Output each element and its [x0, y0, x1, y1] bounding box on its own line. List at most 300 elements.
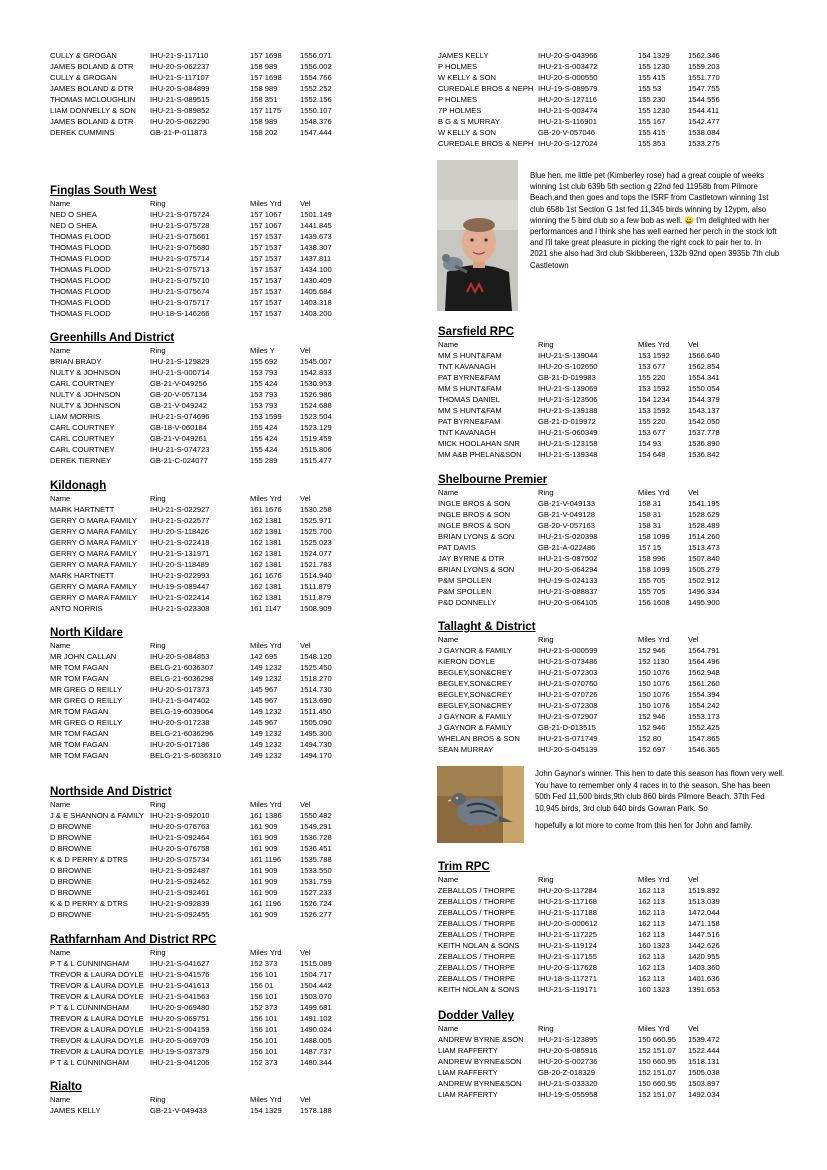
miles-yrd-cell: 152 946: [638, 646, 666, 655]
name-cell: BRIAN BRADY: [50, 357, 102, 366]
vel-cell: 1533.275: [688, 139, 720, 148]
miles-yrd-cell: 162 113: [638, 897, 665, 906]
vel-cell: 1505.279: [688, 565, 720, 574]
results-section: [50, 1080, 332, 1116]
ring-header: Ring: [150, 346, 166, 355]
ring-cell: IHU-21-S-075724: [150, 210, 210, 219]
vel-cell: 1514.730: [300, 685, 332, 694]
name-cell: P T & L CUNNINGHAM: [50, 1003, 130, 1012]
ring-cell: IHU-21-S-041576: [150, 970, 210, 979]
table-row: [50, 242, 332, 253]
table-row: [50, 662, 332, 673]
miles-yrd-cell: 160 1323: [638, 941, 670, 950]
table-row: [50, 887, 332, 898]
table-row: [438, 1067, 720, 1078]
miles-yrd-cell: 154 1234: [638, 395, 670, 404]
name-cell: THOMAS FLOOD: [50, 254, 111, 263]
name-cell: SEAN MURRAY: [438, 745, 494, 754]
name-cell: TREVOR & LAURA DOYLE: [50, 1025, 144, 1034]
ring-cell: IHU-20-S-062290: [150, 117, 210, 126]
name-cell: MM A&B PHELAN&SON: [438, 450, 522, 459]
miles-yrd-cell: 149 1232: [250, 751, 282, 760]
miles-yrd-cell: 158 989: [250, 84, 278, 93]
miles-yrd-cell: 145 967: [250, 685, 278, 694]
ring-cell: GB-21-C-024077: [150, 456, 208, 465]
miles-yrd-cell: 155 424: [250, 434, 278, 443]
vel-cell: 1403.318: [300, 298, 332, 307]
ring-cell: IHU-21-S-092464: [150, 833, 210, 842]
miles-yrd-cell: 157 1537: [250, 309, 282, 318]
miles-header: Miles Yrd: [638, 875, 670, 884]
miles-yrd-cell: 152 151.07: [638, 1046, 677, 1055]
ring-cell: IHU-19-S-055958: [538, 1090, 598, 1099]
ring-cell: IHU-21-S-074723: [150, 445, 210, 454]
vel-cell: 1434.100: [300, 265, 332, 274]
vel-cell: 1447.516: [688, 930, 720, 939]
name-cell: K & D PERRY & DTRS: [50, 899, 128, 908]
ring-cell: GB-21-V-049261: [150, 434, 207, 443]
ring-cell: IHU-21-S-075674: [150, 287, 210, 296]
table-row: [50, 854, 332, 865]
name-cell: TREVOR & LAURA DOYLE: [50, 1036, 144, 1045]
vel-cell: 1405.684: [300, 287, 332, 296]
name-cell: MR TOM FAGAN: [50, 740, 109, 749]
miles-yrd-cell: 155 705: [638, 576, 666, 585]
results-section: [438, 325, 720, 460]
miles-header: Miles Yrd: [638, 635, 670, 644]
name-cell: BEGLEY,SON&CREY: [438, 701, 513, 710]
ring-cell: IHU-20-S-117628: [538, 963, 597, 972]
vel-cell: 1544.379: [688, 395, 720, 404]
name-cell: GERRY O MARA FAMILY: [50, 516, 137, 525]
name-header: Name: [438, 635, 459, 644]
name-cell: TNT KAVANAGH: [438, 362, 496, 371]
name-cell: ZEBALLOS / THORPE: [438, 919, 516, 928]
table-row: [50, 537, 332, 548]
vel-cell: 1514.940: [300, 571, 332, 580]
ring-cell: IHU-21-S-129829: [150, 357, 210, 366]
name-cell: CARL COURTNEY: [50, 445, 115, 454]
vel-cell: 1403.200: [300, 309, 332, 318]
ring-cell: IHU-19-S-089447: [150, 582, 210, 591]
table-header-row: [50, 799, 311, 810]
miles-yrd-cell: 155 353: [638, 139, 666, 148]
name-cell: LIAM DONNELLY & SON: [50, 106, 136, 115]
name-cell: MR JOHN CALLAN: [50, 652, 117, 661]
table-row: [50, 898, 332, 909]
vel-header: Vel: [688, 875, 699, 884]
name-cell: JAMES KELLY: [438, 51, 489, 60]
vel-cell: 1556.002: [300, 62, 332, 71]
name-cell: MR TOM FAGAN: [50, 707, 109, 716]
table-row: [438, 597, 720, 608]
miles-yrd-cell: 161 909: [250, 866, 278, 875]
ring-cell: IHU-21-S-092455: [150, 910, 210, 919]
ring-cell: IHU-21-S-123158: [538, 439, 598, 448]
name-cell: ZEBALLOS / THORPE: [438, 908, 516, 917]
ring-cell: IHU-21-S-139044: [538, 351, 598, 360]
name-cell: CUREDALE BROS & NEPH: [438, 139, 534, 148]
ring-cell: GB-21-V-049433: [150, 1106, 207, 1115]
miles-yrd-cell: 153 1599: [250, 412, 282, 421]
vel-cell: 1542.833: [300, 368, 332, 377]
miles-yrd-cell: 157 1067: [250, 210, 282, 219]
name-cell: NULTY & JOHNSON: [50, 401, 121, 410]
name-cell: BEGLEY,SON&CREY: [438, 679, 513, 688]
miles-yrd-cell: 156 101: [250, 970, 278, 979]
miles-header: Miles Yrd: [250, 494, 282, 503]
ring-cell: IHU-21-S-041613: [150, 981, 210, 990]
vel-cell: 1490.024: [300, 1025, 332, 1034]
miles-yrd-cell: 158 1099: [638, 565, 670, 574]
name-cell: JAMES BOLAND & DTR: [50, 62, 134, 71]
table-row: [50, 308, 332, 319]
miles-yrd-cell: 156 1608: [638, 598, 670, 607]
table-row: [438, 918, 720, 929]
name-cell: PAT BYRNE&FAM: [438, 417, 501, 426]
table-row: [438, 896, 720, 907]
feature-1-text: Blue hen, me little pet (Kimberley rose) had a great couple of weeks winning 1st club 639b 5th section g 22nd fed 11958b from Pilmore Beach,and then goes and tops the ISRF from Castletown winning 1st club 658b 1st Section G 1st fed 11,345 birds winning by 12ypm, also winning the 5 bird club so a few bob as well. 😀 I'm delighted with her performances and I think she has well earned her perch in the stock loft and I'll take great pleasure in picking the right cock to pair her to. In 2021 she also had 3rd club Skibbereen, 132b 92nd open 3935b 7th club Castletown: [530, 171, 780, 270]
ring-cell: GB-21-D-019983: [538, 373, 596, 382]
vel-cell: 1562.346: [688, 51, 720, 60]
vel-cell: 1536.842: [688, 450, 720, 459]
name-header: Name: [50, 199, 71, 208]
ring-cell: IHU-21-S-117107: [150, 73, 209, 82]
results-section: [438, 1009, 720, 1100]
table-row: [438, 940, 720, 951]
ring-cell: IHU-21-S-072303: [538, 668, 598, 677]
table-row: [50, 706, 332, 717]
miles-header: Miles Yrd: [250, 948, 282, 957]
vel-cell: 1531.759: [300, 877, 332, 886]
vel-cell: 1504.442: [300, 981, 332, 990]
ring-cell: GB-21-A-022486: [538, 543, 596, 552]
vel-cell: 1578.188: [300, 1106, 332, 1115]
vel-cell: 1518.270: [300, 674, 332, 683]
table-row: [50, 739, 332, 750]
ring-cell: IHU-20-S-076763: [150, 822, 210, 831]
miles-yrd-cell: 158 351: [250, 95, 278, 104]
miles-yrd-cell: 153 1592: [638, 351, 670, 360]
miles-header: Miles Yrd: [250, 199, 282, 208]
vel-cell: 1544.556: [688, 95, 720, 104]
name-cell: GERRY O MARA FAMILY: [50, 538, 137, 547]
name-cell: ANDREW BYRNE &SON: [438, 1035, 524, 1044]
vel-cell: 1488.005: [300, 1036, 332, 1045]
miles-yrd-cell: 153 1592: [638, 384, 670, 393]
miles-yrd-cell: 161 909: [250, 888, 278, 897]
vel-cell: 1562.854: [688, 362, 720, 371]
table-row: [438, 885, 720, 896]
ring-cell: IHU-21-S-074696: [150, 412, 210, 421]
vel-cell: 1544.411: [688, 106, 720, 115]
section-title: Shelbourne Premier: [438, 474, 548, 486]
miles-yrd-cell: 161 1676: [250, 571, 282, 580]
ring-cell: GB-20-V-057134: [150, 390, 207, 399]
section-title: North Kildare: [50, 627, 123, 639]
ring-cell: IHU-21-S-123506: [538, 395, 598, 404]
table-row: [50, 504, 332, 515]
ring-cell: IHU-20-S-069709: [150, 1036, 210, 1045]
ring-cell: IHU-18-S-146266: [150, 309, 210, 318]
miles-yrd-cell: 157 1537: [250, 265, 282, 274]
miles-yrd-cell: 152 946: [638, 712, 666, 721]
miles-yrd-cell: 153 793: [250, 390, 278, 399]
pigeon-photo: [437, 766, 524, 843]
ring-cell: IHU-21-S-075717: [150, 298, 210, 307]
ring-cell: IHU-20-S-000550: [538, 73, 598, 82]
vel-cell: 1480.344: [300, 1058, 332, 1067]
table-row: [438, 1078, 720, 1089]
ring-cell: IHU-20-S-064105: [538, 598, 598, 607]
name-cell: W KELLY & SON: [438, 73, 496, 82]
table-header-row: [50, 1094, 311, 1105]
ring-cell: GB-18-V-060184: [150, 423, 207, 432]
name-cell: KIERON DOYLE: [438, 657, 495, 666]
name-cell: P T & L CUNNINGHAM: [50, 959, 130, 968]
vel-cell: 1511.879: [300, 593, 332, 602]
ring-cell: IHU-21-S-041627: [150, 959, 210, 968]
vel-cell: 1513.039: [688, 897, 720, 906]
name-cell: MR TOM FAGAN: [50, 674, 109, 683]
table-row: [438, 542, 720, 553]
ring-cell: IHU-21-S-092462: [150, 877, 210, 886]
name-cell: CARL COURTNEY: [50, 423, 115, 432]
ring-header: Ring: [150, 948, 166, 957]
name-cell: B G & S MURRAY: [438, 117, 500, 126]
miles-yrd-cell: 152 697: [638, 745, 666, 754]
name-header: Name: [438, 875, 459, 884]
table-row: [50, 581, 332, 592]
vel-cell: 1487.737: [300, 1047, 332, 1056]
miles-yrd-cell: 152 80: [638, 734, 662, 743]
ring-cell: GB-20-Z-018329: [538, 1068, 595, 1077]
vel-cell: 1535.788: [300, 855, 332, 864]
table-header-row: [50, 345, 311, 356]
table-row: [50, 209, 332, 220]
miles-yrd-cell: 162 113: [638, 919, 665, 928]
vel-cell: 1522.444: [688, 1046, 720, 1055]
table-row: [438, 656, 720, 667]
table-row: [50, 695, 332, 706]
name-cell: PAT BYRNE&FAM: [438, 373, 501, 382]
table-row: [50, 1013, 332, 1024]
table-row: [50, 810, 332, 821]
vel-cell: 1539.472: [688, 1035, 720, 1044]
vel-cell: 1526.724: [300, 899, 332, 908]
ring-cell: IHU-18-S-117271: [538, 974, 597, 983]
ring-cell: IHU-19-S-024133: [538, 576, 598, 585]
vel-cell: 1533.550: [300, 866, 332, 875]
ring-cell: BELG-21-6036298: [150, 674, 214, 683]
miles-yrd-cell: 150 1076: [638, 668, 670, 677]
name-cell: MM S HUNT&FAM: [438, 351, 502, 360]
vel-cell: 1391.653: [688, 985, 720, 994]
vel-header: Vel: [688, 635, 699, 644]
name-cell: ZEBALLOS / THORPE: [438, 930, 516, 939]
ring-cell: IHU-21-S-000599: [538, 646, 598, 655]
name-cell: GERRY O MARA FAMILY: [50, 549, 137, 558]
ring-cell: IHU-21-S-092487: [150, 866, 210, 875]
ring-cell: GB-20-V-057046: [538, 128, 595, 137]
ring-cell: IHU-20-S-017238: [150, 718, 210, 727]
ring-cell: BELG-21-S-6036310: [150, 751, 221, 760]
table-row: [50, 750, 332, 761]
ring-header: Ring: [150, 494, 166, 503]
miles-yrd-cell: 158 1099: [638, 532, 670, 541]
name-cell: PAT DAVIS: [438, 543, 476, 552]
table-row: [438, 438, 720, 449]
table-row: [50, 378, 332, 389]
name-cell: P&D DONNELLY: [438, 598, 497, 607]
miles-yrd-cell: 157 1537: [250, 298, 282, 307]
name-cell: THOMAS FLOOD: [50, 276, 111, 285]
name-cell: CULLY & GROGAN: [50, 73, 117, 82]
man-holding-pigeon-photo: [437, 160, 518, 311]
ring-cell: IHU-21-S-075713: [150, 265, 210, 274]
section-title: Tallaght & District: [438, 621, 536, 633]
name-cell: ZEBALLOS / THORPE: [438, 952, 516, 961]
miles-yrd-cell: 155 415: [638, 128, 666, 137]
ring-cell: IHU-21-S-023308: [150, 604, 210, 613]
ring-cell: IHU-21-S-092010: [150, 811, 210, 820]
vel-cell: 1442.626: [688, 941, 720, 950]
ring-cell: IHU-21-S-117188: [538, 908, 597, 917]
ring-cell: IHU-20-S-017186: [150, 740, 210, 749]
table-row: [438, 372, 720, 383]
vel-cell: 1505.038: [688, 1068, 720, 1077]
table-row: [438, 929, 720, 940]
miles-yrd-cell: 160 1323: [638, 985, 670, 994]
feature-2-line-1: John Gaynor's winner. This hen to date this season has flown very well. You have to remember only 4 races in to the season. She has been 50th Fed 11,500 birds,9th club 860 birds Pilmore Beach. 37th Fed 10,945 birds, 3rd club 640 birds Gowran Park. So: [535, 769, 785, 813]
name-cell: MM S HUNT&FAM: [438, 406, 502, 415]
results-section: [50, 626, 332, 761]
vel-cell: 1564.791: [688, 646, 720, 655]
name-cell: WHELAN BROS & SON: [438, 734, 520, 743]
miles-yrd-cell: 156 01: [250, 981, 274, 990]
name-header: Name: [438, 340, 459, 349]
vel-cell: 1519.459: [300, 434, 332, 443]
vel-cell: 1518.131: [688, 1057, 720, 1066]
table-row: [50, 592, 332, 603]
miles-yrd-cell: 162 113: [638, 963, 665, 972]
vel-cell: 1564.496: [688, 657, 720, 666]
miles-yrd-cell: 158 31: [638, 499, 662, 508]
results-section: [438, 620, 720, 755]
miles-yrd-cell: 162 1381: [250, 516, 282, 525]
table-row: [50, 433, 332, 444]
vel-cell: 1511.879: [300, 582, 332, 591]
vel-cell: 1494.170: [300, 751, 332, 760]
table-row: [50, 958, 332, 969]
ring-cell: IHU-20-S-085916: [538, 1046, 598, 1055]
name-cell: NED O SHEA: [50, 221, 97, 230]
vel-cell: 1542.050: [688, 417, 720, 426]
miles-header: Miles Y: [250, 346, 275, 355]
vel-cell: 1559.203: [688, 62, 720, 71]
name-cell: BRIAN LYONS & SON: [438, 565, 515, 574]
ring-cell: GB-21-V-049133: [538, 499, 595, 508]
vel-header: Vel: [300, 1095, 311, 1104]
vel-cell: 1552.425: [688, 723, 720, 732]
table-row: [438, 531, 720, 542]
miles-yrd-cell: 162 113: [638, 886, 665, 895]
ring-cell: IHU-21-S-073486: [538, 657, 598, 666]
miles-yrd-cell: 162 1381: [250, 593, 282, 602]
section-title: Rialto: [50, 1081, 82, 1093]
vel-cell: 1438.307: [300, 243, 332, 252]
table-header-row: [438, 874, 699, 885]
table-row: [50, 526, 332, 537]
miles-yrd-cell: 152 151.07: [638, 1068, 677, 1077]
miles-yrd-cell: 150 1076: [638, 690, 670, 699]
vel-cell: 1439.673: [300, 232, 332, 241]
ring-cell: IHU-21-S-123895: [538, 1035, 598, 1044]
ring-cell: GB-21-V-049256: [150, 379, 207, 388]
ring-header: Ring: [538, 488, 554, 497]
table-row: [438, 645, 720, 656]
ring-cell: IHU-21-S-003472: [538, 62, 598, 71]
vel-cell: 1530.258: [300, 505, 332, 514]
table-row: [438, 361, 720, 372]
table-row: [50, 231, 332, 242]
ring-cell: IHU-20-S-002736: [538, 1057, 598, 1066]
miles-yrd-cell: 162 113: [638, 974, 665, 983]
vel-cell: 1549.291: [300, 822, 332, 831]
name-cell: 7P HOLMES: [438, 106, 482, 115]
ring-cell: IHU-21-S-033320: [538, 1079, 598, 1088]
table-header-row: [438, 487, 699, 498]
name-cell: THOMAS MCLOUGHLIN: [50, 95, 136, 104]
name-cell: LIAM RAFFERTY: [438, 1090, 498, 1099]
table-row: [50, 821, 332, 832]
miles-yrd-cell: 154 648: [638, 450, 666, 459]
table-row: [438, 575, 720, 586]
ring-cell: IHU-21-S-117155: [538, 952, 597, 961]
table-row: [50, 1046, 332, 1057]
name-cell: MICK HOOLAHAN SNR: [438, 439, 520, 448]
name-cell: CULLY & GROGAN: [50, 51, 117, 60]
miles-yrd-cell: 150 660.95: [638, 1035, 677, 1044]
miles-yrd-cell: 157 1537: [250, 276, 282, 285]
miles-yrd-cell: 161 909: [250, 910, 278, 919]
section-title: Kildonagh: [50, 480, 107, 492]
ring-header: Ring: [150, 199, 166, 208]
miles-header: Miles Yrd: [250, 641, 282, 650]
vel-cell: 1492.034: [688, 1090, 720, 1099]
ring-cell: BELG-21-6036296: [150, 729, 214, 738]
table-row: [50, 991, 332, 1002]
miles-yrd-cell: 153 677: [638, 362, 666, 371]
table-row: [438, 383, 720, 394]
vel-cell: 1538.084: [688, 128, 720, 137]
vel-cell: 1530.953: [300, 379, 332, 388]
ring-cell: IHU-20-S-062237: [150, 62, 210, 71]
name-header: Name: [438, 488, 459, 497]
miles-yrd-cell: 161 1196: [250, 899, 282, 908]
name-header: Name: [50, 494, 71, 503]
vel-cell: 1505.090: [300, 718, 332, 727]
ring-cell: IHU-20-S-075734: [150, 855, 210, 864]
ring-cell: IHU-21-S-022993: [150, 571, 210, 580]
miles-yrd-cell: 162 1381: [250, 560, 282, 569]
table-row: [50, 728, 332, 739]
results-section: [438, 860, 720, 995]
ring-cell: IHU-21-S-072907: [538, 712, 598, 721]
results-section: [50, 785, 332, 920]
name-cell: TREVOR & LAURA DOYLE: [50, 970, 144, 979]
section-title: Trim RPC: [438, 861, 490, 873]
